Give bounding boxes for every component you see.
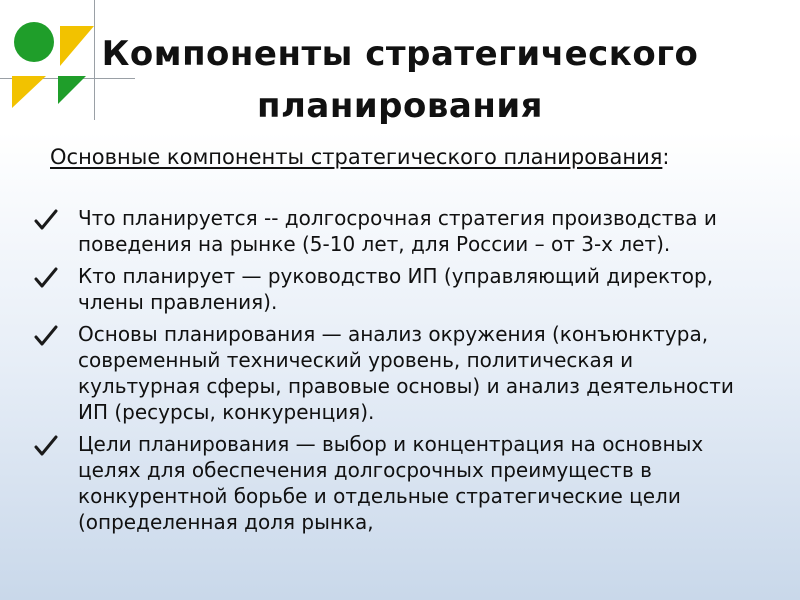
bullet-list	[20, 205, 760, 541]
slide-title	[0, 28, 800, 132]
checkmark-icon	[34, 209, 58, 231]
list-item-text: Цели планирования — выбор и концентрация на основных целях для обеспечения долгосрочных преимуществ в конкурентной борьбе и отдельные стратегические цели (определенная доля рынка,	[78, 432, 704, 534]
list-item	[20, 205, 760, 257]
list-item	[20, 321, 760, 425]
section-subtitle	[50, 144, 669, 171]
list-item-text: Основы планирования — анализ окружения (конъюнктура, современный технический уровень, политическая и культурная сферы, правовые основы) и анализ деятельности ИП (ресурсы, конкуренция).	[78, 322, 734, 424]
section-subtitle-colon: :	[662, 145, 670, 169]
section-subtitle-text: Основные компоненты стратегического планирования	[50, 145, 663, 169]
checkmark-icon	[34, 325, 58, 347]
list-item	[20, 431, 760, 535]
slide-title-line-2: планирования	[257, 86, 543, 126]
list-item-text: Что планируется -- долгосрочная стратегия производства и поведения на рынке (5-10 лет, для России – от 3-х лет).	[78, 206, 717, 256]
list-item-text: Кто планирует — руководство ИП (управляющий директор, члены правления).	[78, 264, 714, 314]
checkmark-icon	[34, 267, 58, 289]
checkmark-icon	[34, 435, 58, 457]
slide-title-line-1: Компоненты стратегического	[101, 34, 699, 74]
list-item	[20, 263, 760, 315]
